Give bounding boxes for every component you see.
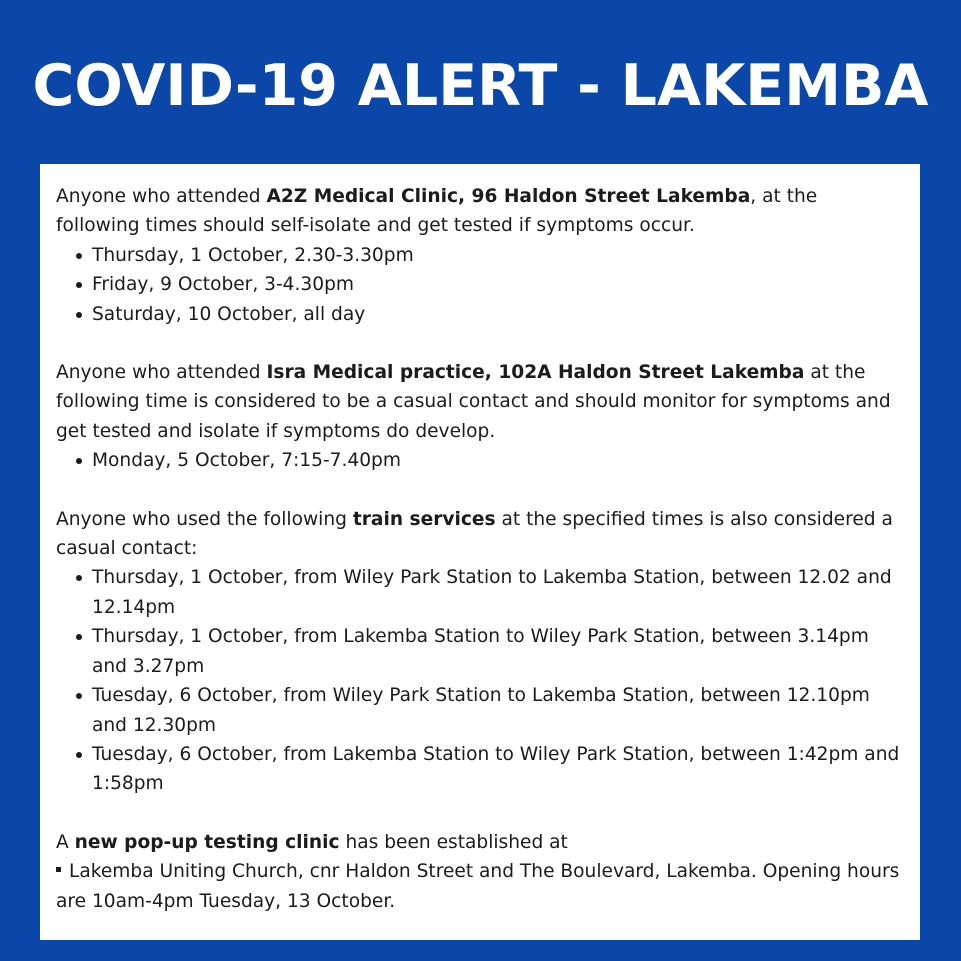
clinic-intro-text: A <box>56 831 75 853</box>
list-item: Tuesday, 6 October, from Lakemba Station to Wiley Park Station, between 1:42pm and 1:58pm <box>76 740 902 799</box>
list-item: Friday, 9 October, 3-4.30pm <box>76 270 902 299</box>
train-services-label: train services <box>352 508 496 530</box>
list-item: Tuesday, 6 October, from Wiley Park Station to Lakemba Station, between 12.10pm and 12.30pm <box>76 681 902 740</box>
clinic-location-hours: Lakemba Uniting Church, cnr Haldon Street and The Boulevard, Lakemba. Opening hours are 10am-4pm Tuesday, 13 October. <box>56 861 900 912</box>
square-bullet-icon <box>56 867 61 872</box>
isra-times-list <box>56 446 902 475</box>
a2z-times-list <box>56 241 902 329</box>
a2z-instruction-text: , at the following times should self-isolate and get tested if symptoms occur. <box>56 186 818 237</box>
a2z-intro-text: Anyone who attended <box>56 186 267 207</box>
testing-clinic-paragraph <box>56 828 902 857</box>
testing-clinic-label: new pop-up testing clinic <box>74 831 340 853</box>
isra-practice-name: Isra Medical practice, 102A Haldon Street Lakemba <box>266 362 805 384</box>
list-item: Thursday, 1 October, from Wiley Park Station to Lakemba Station, between 12.02 and 12.14pm <box>76 563 902 622</box>
alert-title: COVID-19 ALERT - LAKEMBA <box>32 53 929 119</box>
list-item: Monday, 5 October, 7:15-7.40pm <box>76 446 902 475</box>
testing-clinic-details <box>56 857 902 916</box>
list-item: Thursday, 1 October, 2.30-3.30pm <box>76 241 902 270</box>
isra-intro-text: Anyone who attended <box>56 362 267 384</box>
spacer <box>56 476 902 505</box>
train-instruction-text: at the specified times is also considered a casual contact: <box>56 508 893 560</box>
isra-practice-paragraph <box>56 358 902 446</box>
a2z-clinic-name: A2Z Medical Clinic, 96 Haldon Street Lakemba <box>266 186 751 207</box>
train-intro-text: Anyone who used the following <box>56 508 353 530</box>
spacer <box>56 329 902 358</box>
list-item: Thursday, 1 October, from Lakemba Station to Wiley Park Station, between 3.14pm and 3.27pm <box>76 622 902 681</box>
train-times-list <box>56 563 902 798</box>
isra-instruction-text: at the following time is considered to be a casual contact and should monitor for symptoms and get tested and isolate if symptoms do develop. <box>56 362 891 442</box>
alert-notice-card <box>40 164 920 940</box>
list-item: Saturday, 10 October, all day <box>76 300 902 329</box>
a2z-clinic-paragraph <box>56 182 902 241</box>
train-services-paragraph <box>56 505 902 564</box>
clinic-established-text: has been established at <box>339 831 568 853</box>
spacer <box>56 799 902 828</box>
